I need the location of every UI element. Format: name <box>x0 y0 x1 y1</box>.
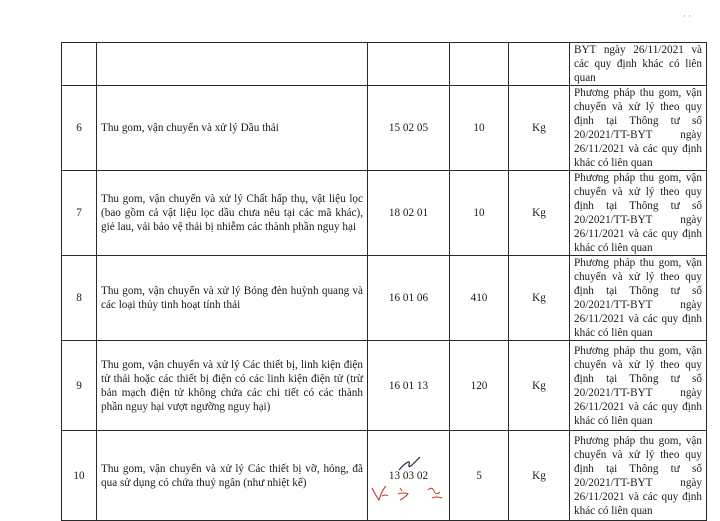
method-cell: Phương pháp thu gom, vận chuyển và xử lý theo quy định tại Thông tư số 20/2021/TT-BYT ngày 26/11/2021 và các quy định khác có liên quan <box>570 256 707 341</box>
waste-code-cell <box>368 43 450 86</box>
unit-cell: Kg <box>509 86 570 171</box>
table-row <box>62 86 707 171</box>
method-cell: Phương pháp thu gom, vận chuyển và xử lý theo quy định tại Thông tư số 20/2021/TT-BYT ngày 26/11/2021 và các quy định khác có liên quan <box>570 341 707 431</box>
quantity-cell: 410 <box>450 256 509 341</box>
waste-name-cell: Thu gom, vận chuyển và xử lý Bóng đèn huỳnh quang và các loại thủy tinh hoạt tính thải <box>97 256 368 341</box>
row-number: 9 <box>62 341 97 431</box>
row-number: 8 <box>62 256 97 341</box>
row-number: 7 <box>62 171 97 256</box>
waste-code-cell: 18 02 01 <box>368 171 450 256</box>
method-cell: Phương pháp thu gom, vận chuyển và xử lý theo quy định tại Thông tư số 20/2021/TT-BYT ngày 26/11/2021 và các quy định khác có liên quan <box>570 86 707 171</box>
row-number: 10 <box>62 431 97 521</box>
row-number <box>62 43 97 86</box>
row-number: 6 <box>62 86 97 171</box>
scan-mark: · · <box>683 11 692 21</box>
table-row <box>62 256 707 341</box>
waste-name-cell: Thu gom, vận chuyển và xử lý Chất hấp thụ, vật liệu lọc (bao gồm cả vật liệu lọc dầu chưa nêu tại các mã khác), giẻ lau, vải bảo vệ thải bị nhiễm các thành phần nguy hại <box>97 171 368 256</box>
quantity-cell <box>450 43 509 86</box>
waste-code-cell: 16 01 06 <box>368 256 450 341</box>
waste-table <box>61 42 707 521</box>
waste-name-cell: Thu gom, vận chuyển và xử lý Các thiết bị vỡ, hỏng, đã qua sử dụng có chứa thuỷ ngân (như nhiệt kế) <box>97 431 368 521</box>
waste-name-cell <box>97 43 368 86</box>
waste-code-cell: 16 01 13 <box>368 341 450 431</box>
quantity-cell: 10 <box>450 171 509 256</box>
unit-cell: Kg <box>509 431 570 521</box>
unit-cell: Kg <box>509 256 570 341</box>
quantity-cell: 10 <box>450 86 509 171</box>
method-cell: Phương pháp thu gom, vận chuyển và xử lý theo quy định tại Thông tư số 20/2021/TT-BYT ngày 26/11/2021 và các quy định khác có liên quan <box>570 431 707 521</box>
waste-name-cell: Thu gom, vận chuyển và xử lý Dầu thải <box>97 86 368 171</box>
unit-cell: Kg <box>509 171 570 256</box>
table-row <box>62 43 707 86</box>
table-body <box>62 43 707 521</box>
method-cell: Phương pháp thu gom, vận chuyển và xử lý theo quy định tại Thông tư số 20/2021/TT-BYT ngày 26/11/2021 và các quy định khác có liên quan <box>570 171 707 256</box>
unit-cell <box>509 43 570 86</box>
quantity-cell: 120 <box>450 341 509 431</box>
quantity-cell: 5 <box>450 431 509 521</box>
table-row <box>62 431 707 521</box>
unit-cell: Kg <box>509 341 570 431</box>
waste-code-cell: 15 02 05 <box>368 86 450 171</box>
method-cell: BYT ngày 26/11/2021 và các quy định khác có liên quan <box>570 43 707 86</box>
table-row <box>62 171 707 256</box>
table-row <box>62 341 707 431</box>
waste-name-cell: Thu gom, vận chuyển và xử lý Các thiết bị, linh kiện điện tử thải hoặc các thiết bị điện có các linh kiện điện tử (trừ bản mạch điện tử không chứa các chi tiết có các thành phần nguy hại vượt ngưỡng nguy hại) <box>97 341 368 431</box>
signature-stroke <box>396 454 422 476</box>
handwritten-initials <box>370 482 450 504</box>
waste-code-cell: 13 03 02 <box>368 431 450 521</box>
